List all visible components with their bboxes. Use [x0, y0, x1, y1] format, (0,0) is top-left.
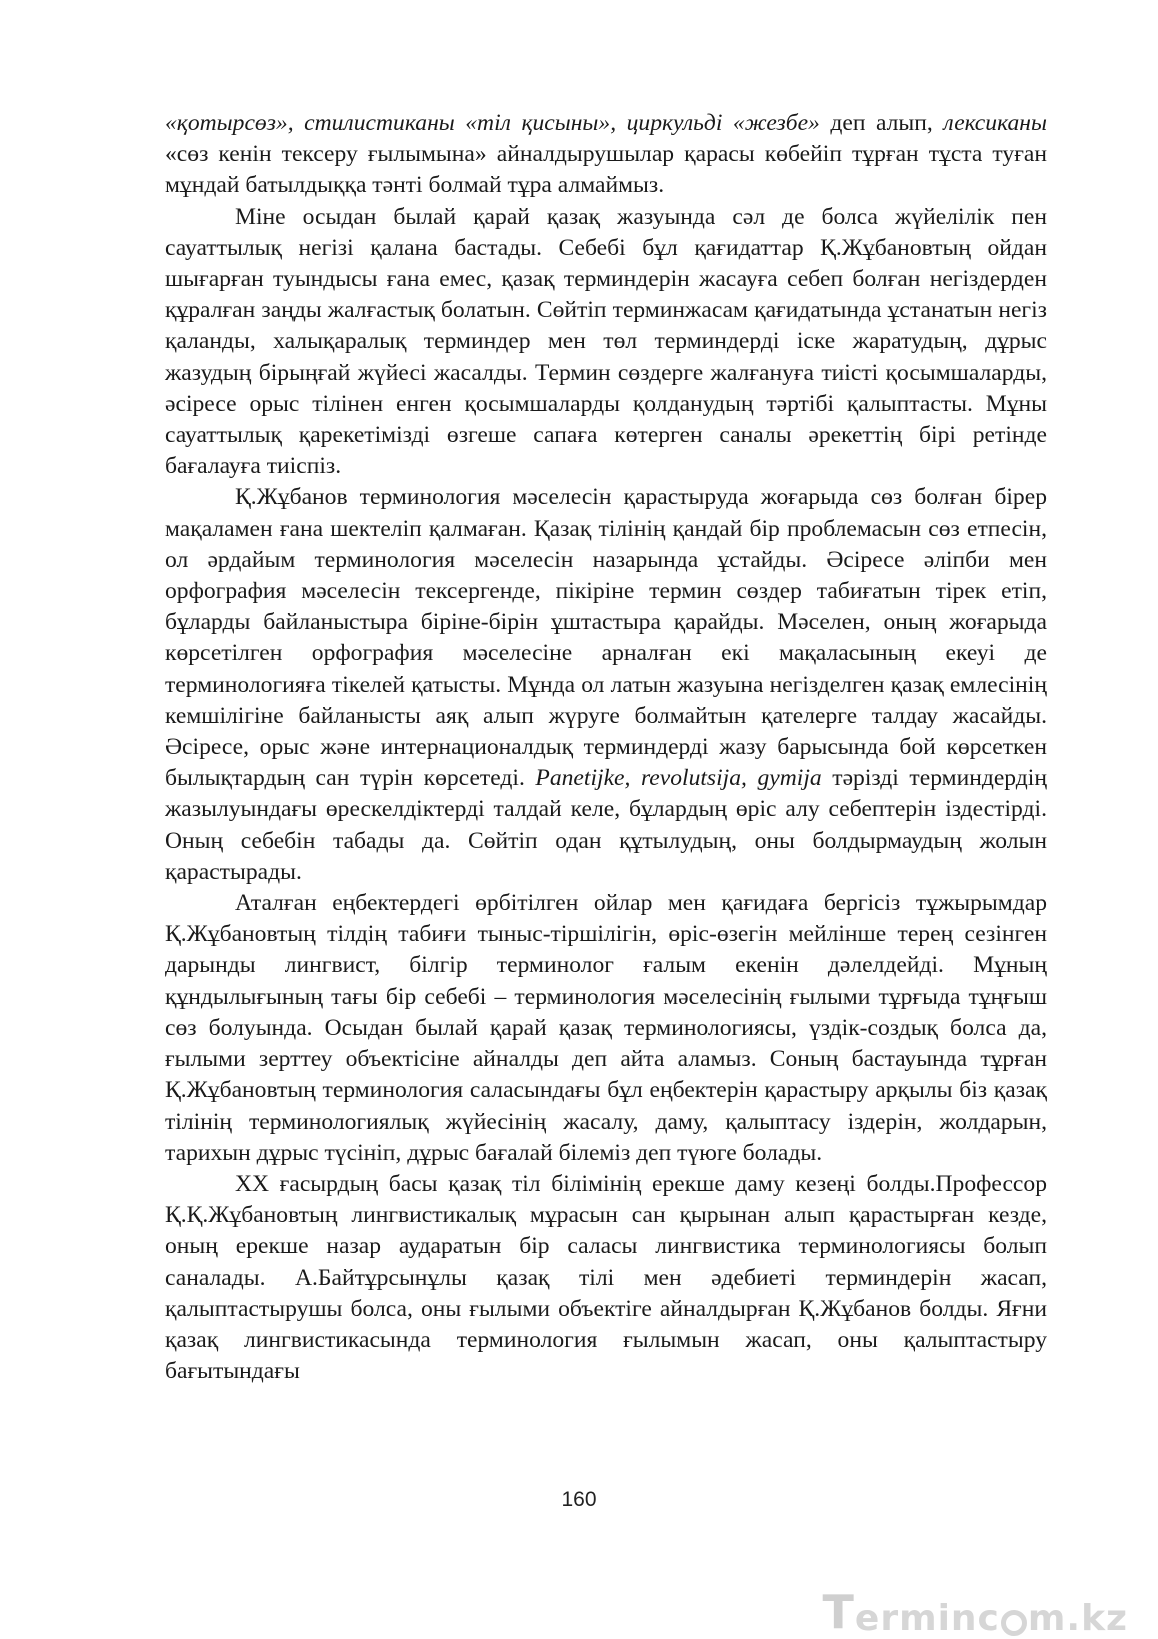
termincom-logo [823, 1585, 1128, 1639]
italic-text: лексиканы [943, 110, 1047, 136]
logo-text-suffix: m.kz [1027, 1598, 1128, 1639]
text-segment: деп алып, [819, 110, 944, 136]
paragraph [165, 1169, 1047, 1387]
italic-text: Panetijke, revolutsija, gymija [535, 765, 822, 792]
paragraph [165, 108, 1047, 202]
text-segment: Міне осыдан былай қарай қазақ жазуында сәл де болса жүйелілік пен сауаттылық негізі қалана бастады. Себебі бұл қағидаттар Қ.Жұбановтың ойдан шығарған туындысы ғана емес, қазақ терминдерін жасауға себеп болған негіздерден құралған заңды жалғастық болатын. Сөйтіп терминжасам қағидатында ұстанатын негіз қаланды, халықаралық терминдер мен төл терминдерді іске жаратудың, дұрыс жазудың бірыңғай жүйесі жасалды. Термин сөздерге жалғануға тиісті қосымшаларды, әсіресе орыс тілінен енген қосымшаларды қолданудың тәртібі қалыптасты. Мұны сауаттылық қарекетімізді өзгеше сапаға көтерген саналы әрекеттің бірі ретінде бағалауға тиіспіз. [165, 203, 1047, 480]
logo-text-middle: erminc [854, 1598, 1000, 1639]
paragraph [165, 482, 1047, 888]
page-number: 160 [561, 1488, 597, 1511]
logo-letter-t: T [822, 1585, 855, 1639]
text-segment: тәрізді терминдердің жазылуындағы өрескелдіктерді талдай келе, бұлардың өріс алу себептерін іздестірді. Оның себебін табады да. Сөйтіп одан құтылудың, оны болдырмаудың жолын қарастырады. [165, 765, 1047, 885]
paragraph [165, 888, 1047, 1169]
logo-ring-icon [1001, 1610, 1027, 1636]
text-segment: «сөз кенін тексеру ғылымына» айналдырушылар қарасы көбейіп тұрған тұста туған мұндай батылдыққа тәнті болмай тұра алмаймыз. [165, 141, 1047, 199]
italic-text: «қотырсөз», стилистиканы «тіл қисыны», циркульді «жезбе» [165, 110, 820, 136]
text-segment: Қ.Жұбанов терминология мәселесін қарастыруда жоғарыда сөз болған бірер мақаламен ғана шектеліп қалмаған. Қазақ тілінің қандай бір проблемасын сөз етпесін, ол әрдайым терминология мәселесін назарында ұстайды. Әсіресе әліпби мен орфография мәселесін тексергенде, пікіріне термин сөздер табиғатын тірек етіп, бұларды байланыстыра біріне-бірін ұштастыра қарайды. Мәселен, оның жоғарыда көрсетілген орфография мәселесіне арналған екі мақаласының екеуі де терминологияға тікелей қатысты. Мұнда ол латын жазуына негізделген қазақ емлесінің кемшілігіне байланысты аяқ алып жүруге болмайтын қателерге талдау жасайды. Әсіресе, орыс және интернационалдық терминдерді жазу барысында бой көрсеткен былықтардың сан түрін көрсетеді. [165, 484, 1047, 792]
text-segment: Аталған еңбектердегі өрбітілген ойлар мен қағидаға бергісіз тұжырымдар Қ.Жұбановтың тілдің табиғи тыныс-тіршілігін, өріс-өзегін мейлінше терең сезінген дарынды лингвист, білгір терминолог ғалым екенін дәлелдейді. Мұның құндылығының тағы бір себебі – терминология мәселесінің ғылыми тұрғыда тұңғыш сөз болуында. Осыдан былай қарай қазақ терминологиясы, үздік-создық болса да, ғылыми зерттеу объектісіне айналды деп айта аламыз. Соның бастауында тұрған Қ.Жұбановтың терминология саласындағы бұл еңбектерін қарастыру арқылы біз қазақ тілінің терминологиялық жүйесінің жасалу, даму, қалыптасу іздерін, жолдарын, тарихын дұрыс түсініп, дұрыс бағалай білеміз деп түюге болады. [165, 890, 1047, 1166]
paragraph [165, 202, 1047, 483]
text-segment: ХХ ғасырдың басы қазақ тіл білімінің ерекше даму кезеңі болды.Профессор Қ.Қ.Жұбановтың лингвистикалық мұрасын сан қырынан алып қарастырған кезде, оның ерекше назар аударатын бір саласы лингвистика терминологиясы болып саналады. А.Байтұрсынұлы қазақ тілі мен әдебиеті терминдерін жасап, қалыптастырушы болса, оны ғылыми объектіге айналдырған Қ.Жұбанов болды. Яғни қазақ лингвистикасында терминология ғылымын жасап, оны қалыптастыру бағытындағы [165, 1170, 1047, 1385]
page-body [165, 108, 1047, 1387]
